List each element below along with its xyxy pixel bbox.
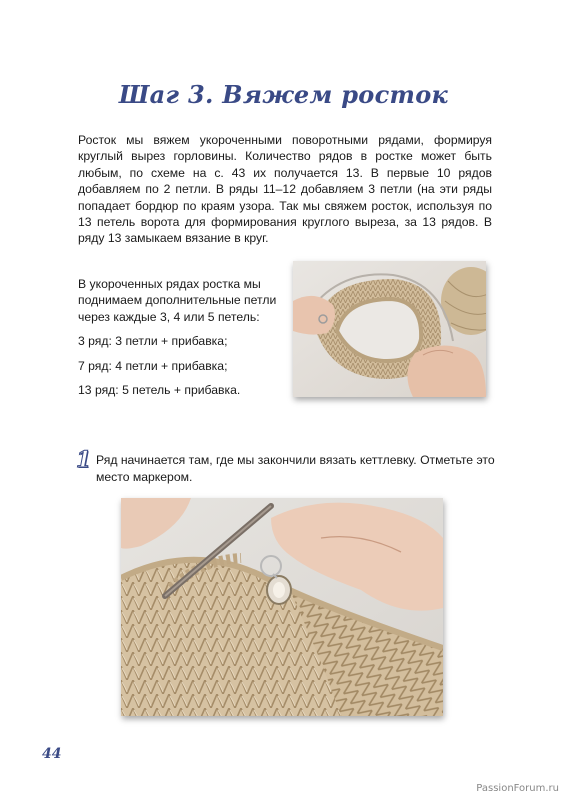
side-lead: В укороченных рядах ростка мы поднимаем дополнительные петли через каждые 3, 4 или 5 петель: <box>78 277 277 324</box>
step-number: 1 <box>76 447 92 473</box>
photo-knitted-collar <box>293 261 486 397</box>
step-text: Ряд начинается там, где мы закончили вязать кеттлевку. Отметьте это место маркером. <box>96 453 495 484</box>
photo-stitch-marker-image <box>121 498 443 716</box>
page-number: 44 <box>42 746 62 762</box>
side-text-block <box>78 276 283 398</box>
rule-row-3: 3 ряд: 3 петли + прибавка; <box>78 334 228 349</box>
page-title: Шаг 3. Вяжем росток <box>118 80 449 109</box>
photo-knitted-collar-image <box>293 261 486 397</box>
watermark: PassionForum.ru <box>476 783 559 794</box>
intro-paragraph: Росток мы вяжем укороченными поворотными рядами, формируя круглый вырез горловины. Количество рядов в ростке может быть любым, по схеме на с. 43 их получается 13. В первые 10 рядов добавляем по 2 петли. В ряды 11–12 добавляем 3 петли (на эти ряды попадает бордюр по краям узора. Так мы свяжем росток, используя по 13 петель ворота для формирования круглого выреза, за 13 рядов. В ряду 13 замыкаем вязание в круг. <box>78 133 492 246</box>
rule-row-13: 13 ряд: 5 петель + прибавка. <box>78 383 241 398</box>
photo-stitch-marker <box>121 498 443 716</box>
rule-row-7: 7 ряд: 4 петли + прибавка; <box>78 358 228 373</box>
